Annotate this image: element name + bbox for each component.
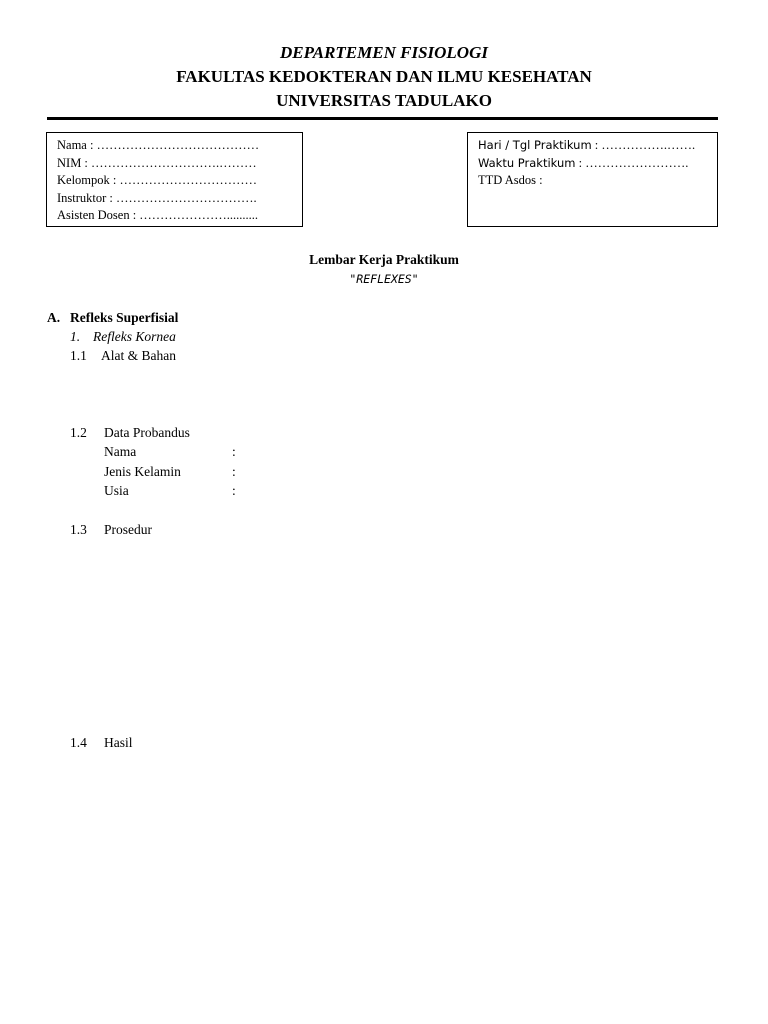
- instructor-field[interactable]: Instruktor : …………………………….: [57, 190, 257, 205]
- alat-number: 1.1: [70, 348, 87, 363]
- student-nim-field[interactable]: NIM : ………………………….………: [57, 155, 257, 170]
- prosedur-label: Prosedur: [104, 522, 152, 537]
- section-a-heading: Refleks Superfisial: [70, 310, 179, 325]
- alat-label: Alat & Bahan: [101, 348, 176, 363]
- practicum-date-label: Hari / Tgl Praktikum: [478, 138, 592, 152]
- student-group-field[interactable]: Kelompok : ……………………………: [57, 173, 257, 187]
- hasil-number: 1.4: [70, 735, 87, 750]
- practicum-date-value: : …………….…….: [591, 138, 696, 152]
- hasil-label: Hasil: [104, 735, 133, 750]
- data-probandus-label: Data Probandus: [104, 425, 190, 440]
- student-info-box: [46, 132, 303, 227]
- probandus-name-colon[interactable]: :: [232, 444, 236, 459]
- assistant-lecturer-field[interactable]: Asisten Dosen : …………………..........: [57, 208, 259, 222]
- section-a-letter: A.: [47, 310, 61, 325]
- probandus-sex-label: Jenis Kelamin: [104, 464, 181, 479]
- worksheet-title: Lembar Kerja Praktikum: [309, 252, 459, 267]
- probandus-name-label: Nama: [104, 444, 137, 459]
- department-heading: DEPARTEMEN FISIOLOGI: [280, 43, 488, 62]
- faculty-heading: FAKULTAS KEDOKTERAN DAN ILMU KESEHATAN: [176, 67, 592, 86]
- practicum-date-field[interactable]: [478, 137, 717, 155]
- data-probandus-number: 1.2: [70, 425, 87, 440]
- student-name-field[interactable]: Nama : …………………………………: [57, 138, 260, 152]
- assistant-signature-field[interactable]: TTD Asdos :: [478, 173, 543, 187]
- header-divider: [47, 117, 718, 120]
- subsection-title: Refleks Kornea: [93, 329, 176, 344]
- practicum-time-field[interactable]: [478, 155, 717, 173]
- session-info-box: [467, 132, 718, 227]
- university-heading: UNIVERSITAS TADULAKO: [276, 91, 492, 110]
- prosedur-number: 1.3: [70, 522, 87, 537]
- probandus-age-label: Usia: [104, 483, 129, 498]
- worksheet-subtitle: "REFLEXES": [349, 272, 419, 286]
- probandus-age-colon[interactable]: :: [232, 483, 236, 498]
- subsection-number: 1.: [70, 329, 81, 344]
- practicum-time-value: : …………………….: [575, 155, 689, 170]
- practicum-time-label: Waktu Praktikum: [478, 155, 576, 170]
- probandus-sex-colon[interactable]: :: [232, 464, 236, 479]
